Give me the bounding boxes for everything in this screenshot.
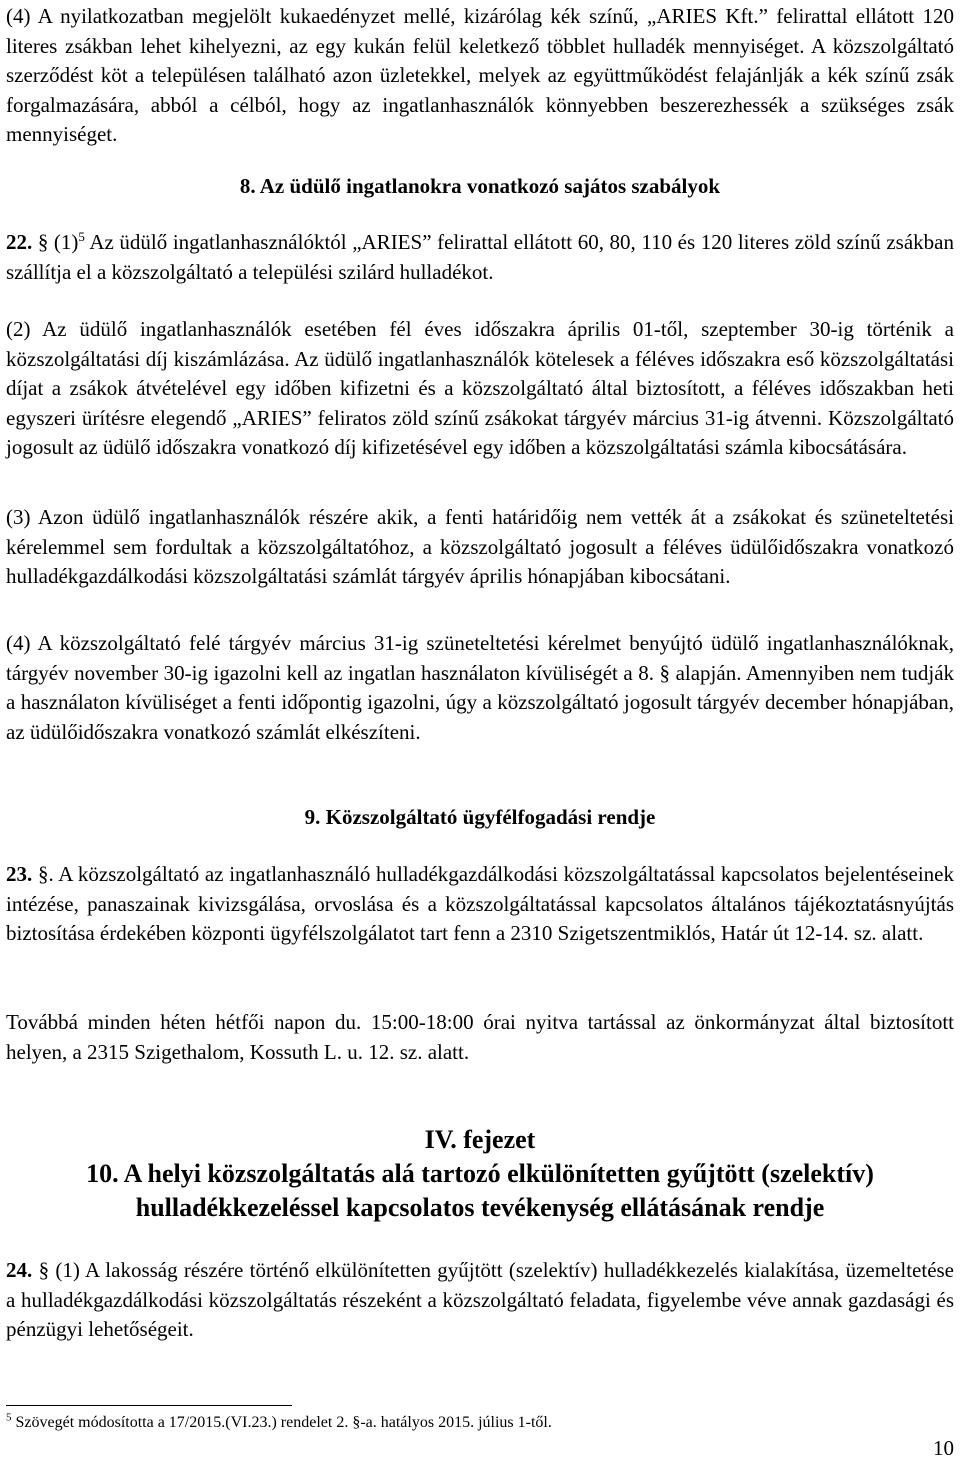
paragraph-lead: (1): [48, 230, 79, 254]
section-sign: §: [38, 1258, 50, 1282]
section-10-heading-line2: hulladékkezeléssel kapcsolatos tevékenység ellátásának rendje: [135, 1193, 825, 1222]
footnote-mark: 5: [6, 1411, 12, 1424]
footnote: [6, 1413, 552, 1433]
paragraph-22-3: (3) Azon üdülő ingatlanhasználók részére akik, a fenti határidőig nem vették át a zsákokat és szüneteltetési kérelemmel sem fordultak a közszolgáltatóhoz, a közszolgáltató jogosult a féléves üdülőidőszakra vonatkozó hulladékgazdálkodási közszolgáltatási számlát tárgyév április hónapjában kibocsátani.: [6, 505, 954, 589]
paragraph-23-continued: Továbbá minden héten hétfői napon du. 15:00-18:00 órai nyitva tartással az önkormányzat által biztosított helyen, a 2315 Szigethalom, Kossuth L. u. 12. sz. alatt.: [6, 1010, 954, 1064]
footnote-text: Szövegét módosította a 17/2015.(VI.23.) rendelet 2. §-a. hatályos 2015. július 1-től.: [11, 1414, 552, 1431]
footnote-reference: 5: [78, 229, 85, 244]
section-8-heading: 8. Az üdülő ingatlanokra vonatkozó sajátos szabályok: [239, 174, 721, 198]
paragraph-text: . A közszolgáltató az ingatlanhasználó hulladékgazdálkodási közszolgáltatással kapcsolatos bejelentéseinek intézése, panaszainak kivizsgálása, orvoslása és a közszolgáltatással kapcsolatos általános tájékoztatásnyújtás biztosítása érdekében központi ügyfélszolgálatot tart fenn a 2310 Szigetszentmiklós, Határ út 12-14. sz. alatt.: [6, 862, 955, 946]
section-number: 23.: [6, 862, 38, 886]
section-number: 24.: [6, 1258, 39, 1282]
paragraph-text-b: alapján. Amennyiben nem tudják a használaton kívüliséget a fenti időpontig igazolni, úgy a közszolgáltató jogosult tárgyév december hónapjában, az üdülőidőszakra vonatkozó számlát elkészíteni.: [6, 660, 955, 744]
section-sign: §: [37, 230, 49, 254]
paragraph-text-a: (4) A közszolgáltató felé tárgyév március 31-ig szüneteltetési kérelmet benyújtó üdülő ingatlanhasználóknak, tárgyév november 30-ig igazolni kell az ingatlan használaton kívüliségét a 8.: [6, 631, 954, 685]
section-9-heading: 9. Közszolgáltató ügyfélfogadási rendje: [304, 805, 656, 829]
paragraph-22-1: [6, 228, 954, 287]
paragraph-text: Az üdülő ingatlanhasználóktól „ARIES” felirattal ellátott 60, 80, 110 és 120 literes zöld színű zsákban szállítja el a közszolgáltató a települési szilárd hulladékot.: [6, 230, 954, 284]
paragraph-23: [6, 860, 954, 949]
page-number: 10: [933, 1436, 954, 1460]
section-sign: §: [659, 660, 671, 685]
paragraph-4: (4) A nyilatkozatban megjelölt kukaedényzet mellé, kizárólag kék színű, „ARIES Kft.” felirattal ellátott 120 literes zsákban lehet kihelyezni, az egy kukán felül keletkező többlet hulladék mennyiséget. A közszolgáltató szerződést köt a településen található azon üzletekkel, melyek az együttműködést felajánlják a kék színű zsák forgalmazására, abból a célból, hogy az ingatlanhasználók könnyebben beszerezhessék a szükséges zsák mennyiséget.: [6, 4, 954, 147]
paragraph-22-2: (2) Az üdülő ingatlanhasználók esetében fél éves időszakra április 01-től, szeptember 30-ig történik a közszolgáltatási díj kiszámlázása. Az üdülő ingatlanhasználók kötelesek a féléves időszakra eső közszolgáltatási díjat a zsákok átvételével egy időben kifizetni és a közszolgáltató által biztosított, a féléves időszakban heti egyszeri ürítésre elegendő „ARIES” feliratos zöld színű zsákokat tárgyév március 31-ig átvenni. Közszolgáltató jogosult az üdülő időszakra vonatkozó díj kifizetésével egy időben a közszolgáltatási számla kibocsátására.: [6, 317, 954, 460]
section-sign: §: [37, 862, 49, 886]
paragraph-22-4: [6, 629, 954, 747]
footnote-separator: [6, 1405, 292, 1406]
chapter-heading: IV. fejezet: [424, 1125, 536, 1154]
paragraph-24: [6, 1256, 954, 1345]
section-10-heading-line1: 10. A helyi közszolgáltatás alá tartozó elkülönítetten gyűjtött (szelektív): [86, 1159, 874, 1188]
paragraph-text: (1) A lakosság részére történő elkülönítetten gyűjtött (szelektív) hulladékkezelés kialakítása, üzemeltetése a hulladékgazdálkodási közszolgáltatás részeként a közszolgáltató feladata, figyelembe véve annak gazdasági és pénzügyi lehetőségeit.: [6, 1258, 955, 1342]
section-number: 22.: [6, 230, 38, 254]
